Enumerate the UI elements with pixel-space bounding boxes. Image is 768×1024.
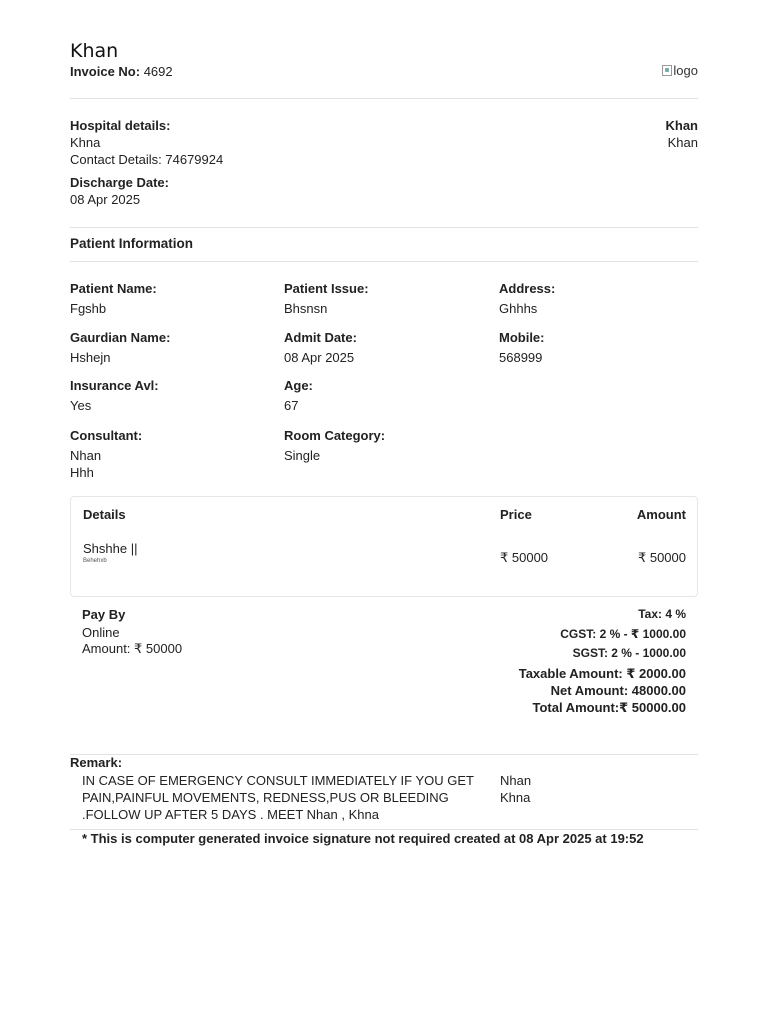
- divider: [70, 754, 698, 755]
- total-amount: Total Amount:₹ 50000.00: [532, 700, 686, 715]
- hospital-name: Khna: [70, 135, 101, 150]
- hospital-contact: Contact Details: 74679924: [70, 152, 224, 167]
- consultant-field: [70, 428, 280, 481]
- discharge-date-value: 08 Apr 2025: [70, 192, 141, 207]
- field-label: Patient Issue:: [284, 281, 369, 296]
- field-value: Yes: [70, 398, 92, 413]
- discharge-date-label: Discharge Date:: [70, 175, 169, 190]
- remark-label: Remark:: [70, 755, 123, 770]
- divider: [70, 261, 698, 262]
- insurance-field: [70, 378, 280, 414]
- brand-name: Khan: [70, 40, 119, 62]
- patient-info-title: Patient Information: [70, 236, 194, 251]
- field-label: Insurance Avl:: [70, 378, 159, 393]
- footer-note: * This is computer generated invoice signature not required created at 08 Apr 2025 at 19:52: [82, 831, 644, 846]
- item-subtext: Behehxb: [83, 558, 107, 564]
- room-category-field: [284, 428, 494, 464]
- logo-image: [662, 63, 698, 78]
- pay-by-label: Pay By: [82, 607, 126, 622]
- field-value: 67: [284, 398, 299, 413]
- broken-image-icon: [662, 65, 672, 76]
- field-value: Hshejn: [70, 350, 111, 365]
- hospital-right-sub: Khan: [667, 135, 698, 150]
- hospital-details-label: Hospital details:: [70, 118, 171, 133]
- sgst-line: SGST: 2 % - 1000.00: [572, 646, 686, 660]
- invoice-page: [70, 0, 698, 1024]
- patient-name-field: [70, 281, 280, 317]
- invoice-number-value: 4692: [143, 64, 173, 79]
- net-amount: Net Amount: 48000.00: [550, 683, 686, 698]
- taxable-amount: Taxable Amount: ₹ 2000.00: [518, 666, 686, 681]
- field-label: Age:: [284, 378, 313, 393]
- items-table: [70, 496, 698, 597]
- price-header: Price: [500, 507, 532, 522]
- logo-alt-text: logo: [673, 63, 698, 78]
- invoice-number-label: Invoice No:: [70, 64, 141, 79]
- divider: [70, 98, 698, 99]
- remark-line: PAIN,PAINFUL MOVEMENTS, REDNESS,PUS OR BLEEDING: [82, 790, 449, 805]
- field-value: Bhsnsn: [284, 301, 328, 316]
- signatory-place: Khna: [500, 790, 531, 805]
- patient-issue-field: [284, 281, 494, 317]
- field-label: Room Category:: [284, 428, 386, 443]
- item-amount: ₹ 50000: [637, 550, 686, 565]
- mobile-field: [499, 330, 709, 366]
- pay-by-amount: Amount: ₹ 50000: [82, 641, 183, 656]
- address-field: [499, 281, 709, 317]
- admit-date-field: [284, 330, 494, 366]
- hospital-right-name: Khan: [665, 118, 698, 133]
- field-label: Gaurdian Name:: [70, 330, 171, 345]
- field-label: Consultant:: [70, 428, 143, 443]
- field-value-secondary: Hhh: [70, 465, 94, 480]
- field-value: Fgshb: [70, 301, 107, 316]
- item-price: ₹ 50000: [500, 550, 549, 565]
- field-value: 08 Apr 2025: [284, 350, 355, 365]
- details-header: Details: [83, 507, 126, 522]
- guardian-name-field: [70, 330, 280, 366]
- field-value: Single: [284, 448, 321, 463]
- field-value: Nhan: [70, 448, 102, 463]
- signatory-name: Nhan: [500, 773, 532, 788]
- amount-header: Amount: [636, 507, 686, 522]
- field-label: Admit Date:: [284, 330, 357, 345]
- age-field: [284, 378, 494, 414]
- item-name: Shshhe ||: [83, 541, 138, 556]
- cgst-line: CGST: 2 % - ₹ 1000.00: [560, 627, 686, 641]
- field-label: Address:: [499, 281, 556, 296]
- tax-line: Tax: 4 %: [638, 607, 686, 621]
- field-value: Ghhhs: [499, 301, 538, 316]
- divider: [70, 227, 698, 228]
- field-value: 568999: [499, 350, 543, 365]
- remark-line: .FOLLOW UP AFTER 5 DAYS . MEET Nhan , Khna: [82, 807, 379, 822]
- field-label: Patient Name:: [70, 281, 157, 296]
- invoice-number-line: [70, 64, 173, 79]
- field-label: Mobile:: [499, 330, 545, 345]
- divider: [70, 829, 698, 830]
- remark-line: IN CASE OF EMERGENCY CONSULT IMMEDIATELY IF YOU GET: [82, 773, 474, 788]
- pay-by-method: Online: [82, 625, 120, 640]
